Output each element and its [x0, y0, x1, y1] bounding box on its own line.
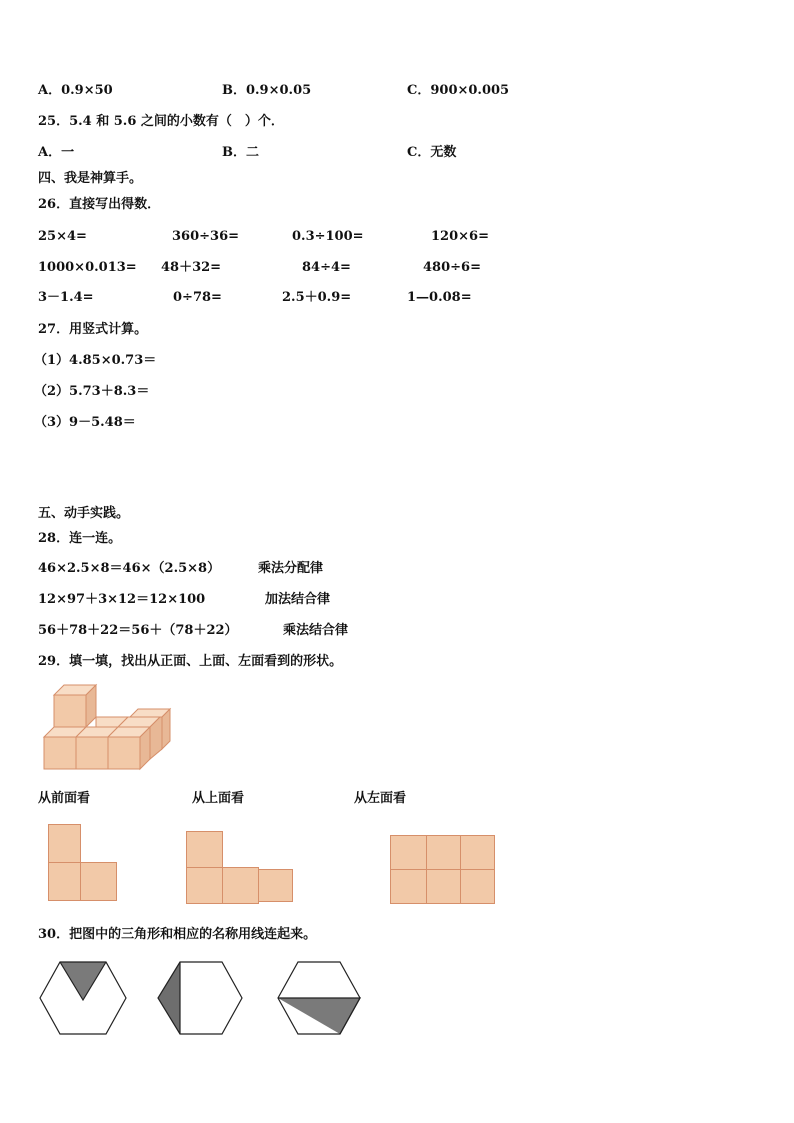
- view-square: [427, 836, 461, 870]
- q28-right-item: 乘法结合律: [283, 623, 349, 638]
- q25-option-a: A．一: [38, 145, 75, 160]
- q28-left-item: 56＋78＋22＝56＋（78＋22）: [38, 623, 238, 638]
- q24-option-b: B．0.9×0.05: [222, 83, 312, 98]
- q27-item: （1）4.85×0.73＝: [34, 353, 157, 368]
- view-square: [461, 836, 495, 870]
- q27-item: （2）5.73＋8.3＝: [34, 384, 150, 399]
- q25-option-c: C．无数: [407, 145, 457, 160]
- left-view-figure: [390, 835, 500, 907]
- q28-left-item: 46×2.5×8＝46×（2.5×8）: [38, 561, 221, 576]
- view-square: [391, 836, 427, 870]
- view-square: [427, 870, 461, 904]
- hexagon-figure-1: [40, 958, 130, 1036]
- q29-stem: 29．填一填，找出从正面、上面、左面看到的形状。: [38, 654, 343, 669]
- q26-cell: 2.5＋0.9=: [282, 290, 352, 305]
- view-square: [187, 832, 223, 868]
- q25-stem: 25．5.4 和 5.6 之间的小数有（ ）个．: [38, 114, 284, 129]
- q28-stem: 28．连一连。: [38, 531, 122, 546]
- q24-option-c: C．900×0.005: [407, 83, 510, 98]
- cube-front-face: [54, 695, 86, 727]
- q26-cell: 0÷78=: [173, 290, 222, 305]
- cube-front-face: [44, 737, 76, 769]
- q26-stem: 26．直接写出得数．: [38, 197, 161, 212]
- q25-option-b: B．二: [222, 145, 259, 160]
- q26-cell: 360÷36=: [172, 229, 240, 244]
- cube-front-face: [108, 737, 140, 769]
- q28-left-item: 12×97＋3×12＝12×100: [38, 592, 206, 607]
- q27-item: （3）9－5.48＝: [34, 415, 136, 430]
- hexagon-figure-2: [158, 958, 248, 1036]
- q26-cell: 480÷6=: [423, 260, 481, 275]
- q29-view-label-top: 从上面看: [192, 791, 245, 806]
- cube-front-face: [76, 737, 108, 769]
- q26-cell: 120×6=: [431, 229, 489, 244]
- hexagon-figure-3: [276, 958, 366, 1036]
- top-view-figure: [186, 831, 306, 911]
- q28-right-item: 加法结合律: [265, 592, 331, 607]
- q24-option-a: A．0.9×50: [38, 83, 113, 98]
- view-square: [187, 868, 223, 904]
- front-view-figure: [48, 824, 128, 904]
- view-square: [461, 870, 495, 904]
- q26-cell: 48＋32=: [161, 260, 222, 275]
- view-square: [49, 825, 81, 863]
- view-square: [391, 870, 427, 904]
- q28-right-item: 乘法分配律: [258, 561, 324, 576]
- view-square: [223, 868, 259, 904]
- cube-stack-figure: [42, 685, 172, 777]
- q26-cell: 1—0.08=: [407, 290, 472, 305]
- q26-cell: 0.3÷100=: [292, 229, 364, 244]
- shaded-triangle: [60, 962, 106, 1000]
- q29-view-label-front: 从前面看: [38, 791, 91, 806]
- q27-stem: 27．用竖式计算。: [38, 322, 148, 337]
- q26-cell: 1000×0.013=: [38, 260, 137, 275]
- q30-stem: 30．把图中的三角形和相应的名称用线连起来。: [38, 927, 317, 942]
- q26-cell: 84÷4=: [302, 260, 351, 275]
- shaded-triangle: [278, 998, 360, 1034]
- q26-cell: 3－1.4=: [38, 290, 94, 305]
- q29-view-label-left: 从左面看: [354, 791, 407, 806]
- q26-cell: 25×4=: [38, 229, 87, 244]
- shaded-triangle: [158, 962, 180, 1034]
- view-square: [49, 863, 81, 901]
- view-square: [259, 870, 293, 902]
- view-square: [81, 863, 117, 901]
- section-5-heading: 五、动手实践。: [38, 506, 130, 521]
- section-4-heading: 四、我是神算手。: [38, 171, 143, 186]
